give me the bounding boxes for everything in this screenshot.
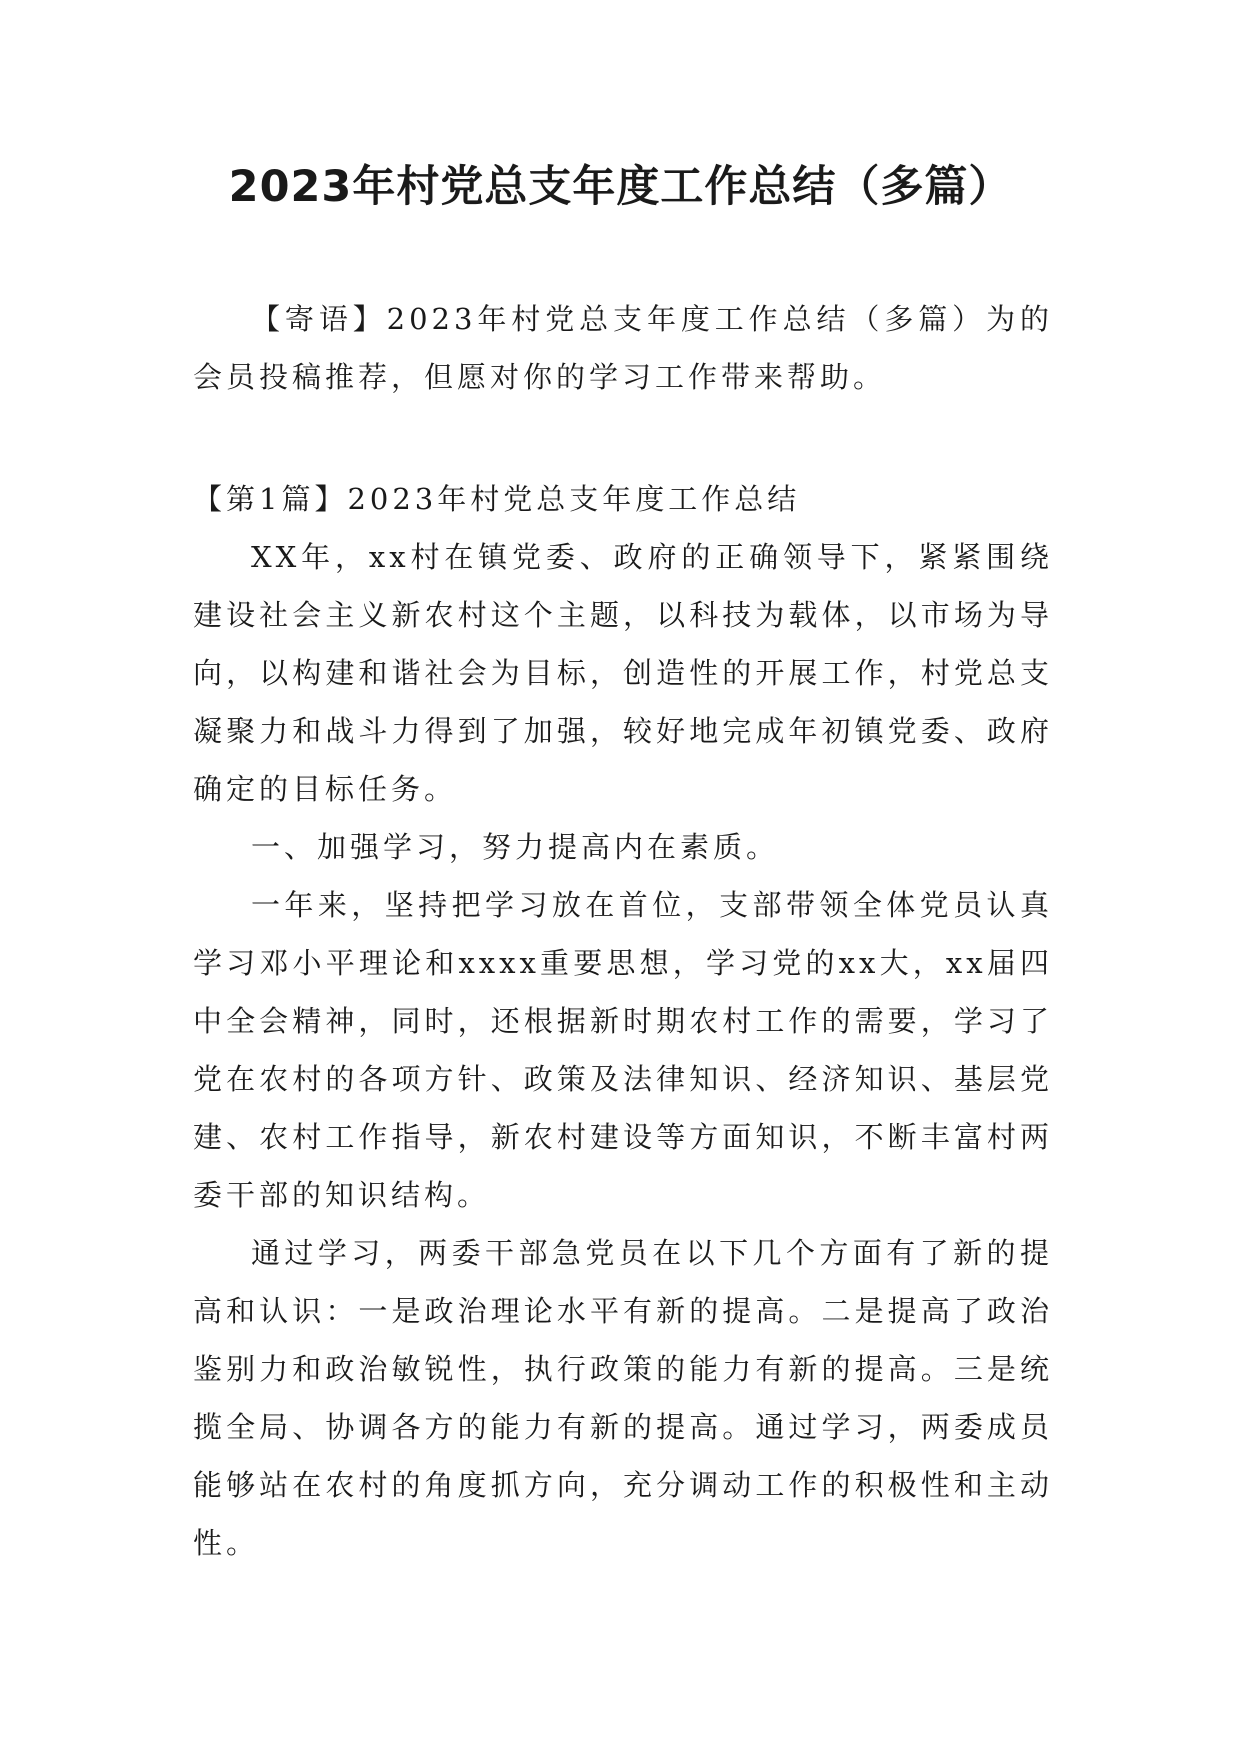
section-heading: 【第1篇】2023年村党总支年度工作总结 (193, 482, 801, 516)
body-paragraph: 一年来，坚持把学习放在首位，支部带领全体党员认真学习邓小平理论和xxxx重要思想，学习党的xx大，xx届四中全会精神，同时，还根据新时期农村工作的需要，学习了党在农村的各项方针、政策及法律知识、经济知识、基层党建、农村工作指导，新农村建设等方面知识，不断丰富村两委干部的知识结构。 (193, 888, 1053, 1212)
document-body (193, 290, 1053, 1572)
subheading-paragraph: 一、加强学习，努力提高内在素质。 (251, 830, 780, 864)
body-paragraph: XX年，xx村在镇党委、政府的正确领导下，紧紧围绕建设社会主义新农村这个主题，以科技为载体，以市场为导向，以构建和谐社会为目标，创造性的开展工作，村党总支凝聚力和战斗力得到了加强，较好地完成年初镇党委、政府确定的目标任务。 (193, 540, 1053, 806)
document-title: 2023年村党总支年度工作总结（多篇） (228, 162, 1013, 212)
foreword-paragraph: 【寄语】2023年村党总支年度工作总结（多篇）为的会员投稿推荐，但愿对你的学习工作带来帮助。 (193, 302, 1053, 394)
body-paragraph: 通过学习，两委干部急党员在以下几个方面有了新的提高和认识：一是政治理论水平有新的提高。二是提高了政治鉴别力和政治敏锐性，执行政策的能力有新的提高。三是统揽全局、协调各方的能力有新的提高。通过学习，两委成员能够站在农村的角度抓方向，充分调动工作的积极性和主动性。 (193, 1236, 1053, 1560)
